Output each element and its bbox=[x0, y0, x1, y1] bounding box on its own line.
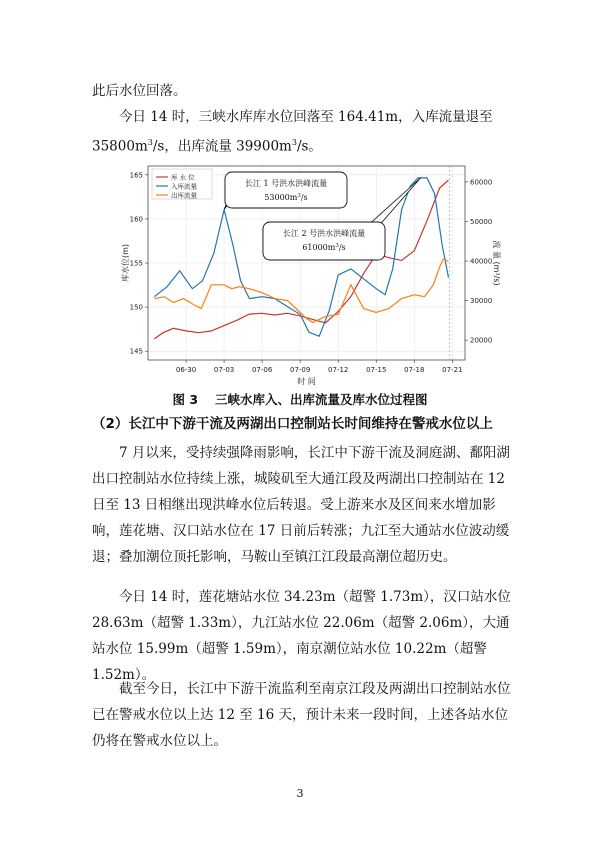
legend-label: 入库流量 bbox=[171, 182, 197, 191]
x-tick-label: 07-03 bbox=[213, 366, 235, 374]
outflow-text: /s，出库流量 39900m bbox=[152, 138, 292, 155]
callout-value: $61000m^3/s$ bbox=[302, 243, 346, 252]
callout-value: $53000m^3/s$ bbox=[264, 193, 308, 202]
page-number: 3 bbox=[296, 787, 304, 800]
y-right-tick-label: 60000 bbox=[470, 178, 493, 187]
y-left-tick-label: 155 bbox=[129, 259, 143, 268]
paragraph-continuation: 此后水位回落。 bbox=[92, 83, 187, 99]
figure-caption: 图 3 三峡水库入、出库流量及库水位过程图 bbox=[172, 392, 428, 407]
inflow-value: 35800m bbox=[92, 138, 148, 155]
reservoir-chart bbox=[100, 158, 501, 386]
callout-title: 长江 1 号洪水洪峰流量 bbox=[244, 179, 328, 188]
x-tick-label: 07-21 bbox=[442, 366, 463, 374]
x-tick-label: 07-06 bbox=[251, 366, 273, 374]
unit-tail: /s。 bbox=[296, 138, 322, 155]
y-left-axis-label: 库水位(m) bbox=[121, 243, 130, 283]
x-axis-label: 时 间 bbox=[297, 377, 316, 386]
callout-title: 长江 2 号洪水洪峰流量 bbox=[282, 229, 366, 238]
unit-sup: 3 bbox=[291, 138, 297, 147]
y-left-tick-label: 145 bbox=[129, 347, 143, 356]
y-left-tick-label: 160 bbox=[129, 215, 143, 224]
paragraph-forecast: 截至今日，长江中下游干流监利至南京江段及两湖出口控制站水位已在警戒水位以上达 12 至 16 天，预计未来一段时间，上述各站水位仍将在警戒水位以上。 bbox=[92, 681, 511, 749]
series-line-2 bbox=[154, 259, 448, 322]
legend-label: 库 水 位 bbox=[171, 173, 195, 182]
text-line-1: 今日 14 时，三峡水库库水位回落至 164.41m，入库流量退至 bbox=[119, 109, 493, 125]
x-tick-label: 07-15 bbox=[366, 366, 387, 374]
callout-pointer bbox=[365, 178, 421, 228]
x-tick-label: 06-30 bbox=[175, 366, 197, 374]
paragraph-midstream-levels: 7 月以来，受持续强降雨影响，长江中下游干流及洞庭湖、鄱阳湖出口控制站水位持续上涨，城陵矶至大通江段及两湖出口控制站在 12 日至 13 日相继出现洪峰水位后转退。受上游来水及区间来水增加影响，莲花塘、汉口站水位在 17 日前后转涨；九江至大通站水位波动缓退；叠加潮位顶托影响，马鞍山至镇江江段最高潮位超历史。 bbox=[92, 445, 510, 565]
x-tick-label: 07-12 bbox=[328, 366, 349, 374]
callout-box bbox=[263, 222, 385, 260]
x-tick-label: 07-18 bbox=[404, 366, 425, 374]
legend-label: 出库流量 bbox=[171, 191, 197, 200]
y-right-tick-label: 20000 bbox=[470, 336, 493, 345]
section-heading: （2）长江中下游干流及两湖出口控制站长时间维持在警戒水位以上 bbox=[92, 416, 493, 432]
y-right-axis-label: 流 量 (m³/s) bbox=[492, 240, 501, 286]
paragraph-station-levels: 今日 14 时，莲花塘站水位 34.23m（超警 1.73m），汉口站水位 28.63m（超警 1.33m），九江站水位 22.06m（超警 2.06m），大通站水位 15.99m（超警 1.59m），南京潮位站水位 10.22m（超警 1.52m）。 bbox=[92, 589, 511, 683]
y-left-tick-label: 165 bbox=[129, 171, 143, 180]
y-right-tick-label: 40000 bbox=[470, 257, 493, 266]
y-right-tick-label: 50000 bbox=[470, 217, 493, 226]
y-left-tick-label: 150 bbox=[129, 303, 143, 312]
x-tick-label: 07-09 bbox=[289, 366, 311, 374]
unit-sup: 3 bbox=[147, 138, 153, 147]
callout-box bbox=[225, 172, 347, 208]
y-right-tick-label: 30000 bbox=[470, 297, 493, 306]
paragraph-reservoir-status bbox=[92, 104, 514, 160]
